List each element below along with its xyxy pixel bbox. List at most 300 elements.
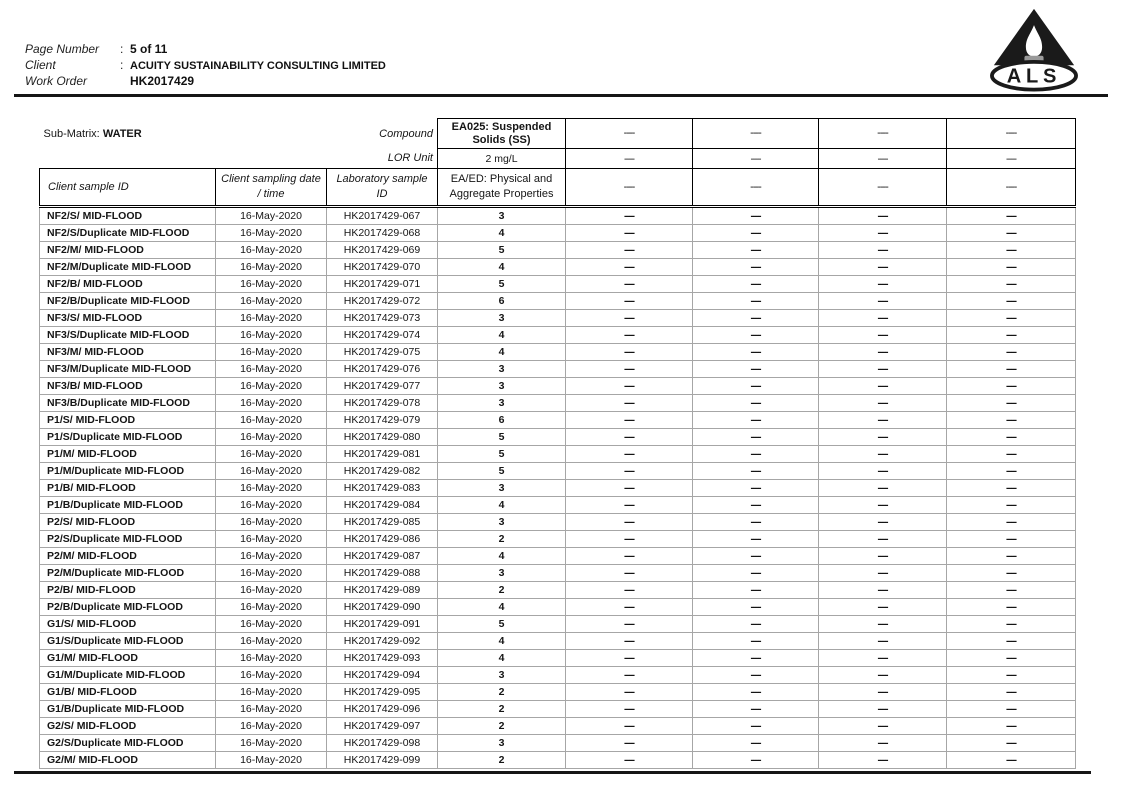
table-row [40,412,1076,429]
empty-result-cell: ---- [947,310,1076,327]
table-row [40,207,1076,225]
empty-result-cell: ---- [819,684,947,701]
lab-sample-id-cell: HK2017429-098 [327,735,438,752]
sample-id-cell: G1/B/Duplicate MID-FLOOD [40,701,216,718]
empty-result-cell: ---- [819,293,947,310]
sampling-date-cell: 16-May-2020 [216,344,327,361]
table-row [40,650,1076,667]
empty-result-cell: ---- [693,207,819,225]
method-empty-cell: ---- [566,169,693,207]
lab-sample-id-cell: HK2017429-091 [327,616,438,633]
empty-result-cell: ---- [819,412,947,429]
result-value-cell: 5 [438,242,566,259]
table-row [40,378,1076,395]
empty-result-cell: ---- [693,548,819,565]
result-value-cell: 5 [438,429,566,446]
table-row [40,293,1076,310]
sample-id-cell: NF2/S/ MID-FLOOD [40,207,216,225]
sampling-date-cell: 16-May-2020 [216,327,327,344]
sample-id-cell: P2/M/Duplicate MID-FLOOD [40,565,216,582]
empty-result-cell: ---- [566,429,693,446]
table-row [40,718,1076,735]
table-row [40,531,1076,548]
empty-result-cell: ---- [947,480,1076,497]
lor-unit-value-cell: 2 mg/L [438,149,566,169]
empty-result-cell: ---- [819,276,947,293]
sampling-date-cell: 16-May-2020 [216,514,327,531]
result-value-cell: 3 [438,378,566,395]
empty-result-cell: ---- [947,735,1076,752]
empty-result-cell: ---- [693,463,819,480]
lor-unit-empty-cell: ---- [566,149,693,169]
sample-id-cell: P2/M/ MID-FLOOD [40,548,216,565]
table-row [40,565,1076,582]
lab-sample-id-cell: HK2017429-067 [327,207,438,225]
empty-result-cell: ---- [819,701,947,718]
page-number-value: 5 of 11 [130,42,168,56]
result-value-cell: 6 [438,293,566,310]
empty-result-cell: ---- [819,531,947,548]
sample-id-cell: NF2/M/Duplicate MID-FLOOD [40,259,216,276]
table-row [40,667,1076,684]
sampling-date-cell: 16-May-2020 [216,752,327,769]
empty-result-cell: ---- [566,514,693,531]
sampling-date-cell: 16-May-2020 [216,293,327,310]
empty-result-cell: ---- [693,531,819,548]
empty-result-cell: ---- [819,752,947,769]
empty-result-cell: ---- [566,684,693,701]
empty-result-cell: ---- [693,344,819,361]
table-row [40,276,1076,293]
empty-result-cell: ---- [566,463,693,480]
method-empty-cell: ---- [819,169,947,207]
result-value-cell: 3 [438,565,566,582]
sample-id-cell: NF3/S/Duplicate MID-FLOOD [40,327,216,344]
lab-sample-id-cell: HK2017429-090 [327,599,438,616]
compound-row-label: Compound [379,127,433,140]
empty-result-cell: ---- [947,531,1076,548]
sample-id-cell: P1/S/Duplicate MID-FLOOD [40,429,216,446]
empty-result-cell: ---- [566,735,693,752]
lab-sample-id-cell: HK2017429-070 [327,259,438,276]
empty-result-cell: ---- [819,361,947,378]
table-row [40,259,1076,276]
empty-result-cell: ---- [819,310,947,327]
table-row [40,463,1076,480]
result-value-cell: 3 [438,361,566,378]
empty-result-cell: ---- [947,582,1076,599]
sampling-date-cell: 16-May-2020 [216,361,327,378]
sampling-date-cell: 16-May-2020 [216,565,327,582]
empty-result-cell: ---- [566,344,693,361]
result-value-cell: 2 [438,701,566,718]
empty-result-cell: ---- [566,395,693,412]
lab-sample-id-cell: HK2017429-092 [327,633,438,650]
sampling-date-cell: 16-May-2020 [216,548,327,565]
empty-result-cell: ---- [819,259,947,276]
result-value-cell: 4 [438,599,566,616]
result-value-cell: 3 [438,395,566,412]
lab-sample-id-cell: HK2017429-085 [327,514,438,531]
sample-id-cell: P2/B/ MID-FLOOD [40,582,216,599]
empty-result-cell: ---- [819,582,947,599]
empty-result-cell: ---- [566,293,693,310]
empty-result-cell: ---- [566,599,693,616]
empty-result-cell: ---- [693,480,819,497]
empty-result-cell: ---- [566,650,693,667]
table-row [40,701,1076,718]
empty-result-cell: ---- [693,242,819,259]
sample-id-cell: NF2/B/ MID-FLOOD [40,276,216,293]
result-value-cell: 5 [438,446,566,463]
lab-sample-id-cell: HK2017429-093 [327,650,438,667]
empty-result-cell: ---- [819,497,947,514]
client-label: Client [25,58,56,72]
sampling-date-cell: 16-May-2020 [216,395,327,412]
method-empty-cell: ---- [693,169,819,207]
empty-result-cell: ---- [819,344,947,361]
lab-sample-id-cell: HK2017429-099 [327,752,438,769]
table-row [40,480,1076,497]
empty-result-cell: ---- [947,327,1076,344]
empty-result-cell: ---- [566,446,693,463]
empty-result-cell: ---- [819,327,947,344]
empty-result-cell: ---- [566,701,693,718]
result-value-cell: 2 [438,752,566,769]
empty-result-cell: ---- [819,565,947,582]
result-value-cell: 4 [438,259,566,276]
sample-id-cell: P1/B/ MID-FLOOD [40,480,216,497]
empty-result-cell: ---- [693,497,819,514]
sampling-date-cell: 16-May-2020 [216,463,327,480]
sample-id-cell: NF3/B/Duplicate MID-FLOOD [40,395,216,412]
empty-result-cell: ---- [819,616,947,633]
table-bottom-rule [14,771,1091,774]
empty-result-cell: ---- [947,395,1076,412]
compound-empty-cell: ---- [693,119,819,149]
table-row [40,361,1076,378]
result-value-cell: 5 [438,463,566,480]
empty-result-cell: ---- [693,565,819,582]
result-value-cell: 2 [438,531,566,548]
empty-result-cell: ---- [947,565,1076,582]
empty-result-cell: ---- [566,565,693,582]
table-row [40,633,1076,650]
empty-result-cell: ---- [947,446,1076,463]
empty-result-cell: ---- [693,735,819,752]
compound-empty-cell: ---- [819,119,947,149]
empty-result-cell: ---- [566,327,693,344]
empty-result-cell: ---- [693,310,819,327]
lab-sample-id-cell: HK2017429-088 [327,565,438,582]
table-row [40,514,1076,531]
compound-empty-cell: ---- [566,119,693,149]
empty-result-cell: ---- [947,718,1076,735]
empty-result-cell: ---- [819,378,947,395]
table-row [40,429,1076,446]
sampling-date-cell: 16-May-2020 [216,276,327,293]
result-value-cell: 3 [438,667,566,684]
empty-result-cell: ---- [819,225,947,242]
sampling-date-cell: 16-May-2020 [216,446,327,463]
lab-sample-id-cell: HK2017429-080 [327,429,438,446]
empty-result-cell: ---- [819,446,947,463]
empty-result-cell: ---- [819,207,947,225]
page-number-field [25,42,167,56]
col-header-lab-sample-id: Laboratory sample ID [327,169,438,207]
sampling-date-cell: 16-May-2020 [216,480,327,497]
empty-result-cell: ---- [819,429,947,446]
empty-result-cell: ---- [947,548,1076,565]
empty-result-cell: ---- [819,667,947,684]
lab-sample-id-cell: HK2017429-075 [327,344,438,361]
empty-result-cell: ---- [693,701,819,718]
colon: : [120,58,124,72]
sampling-date-cell: 16-May-2020 [216,497,327,514]
empty-result-cell: ---- [693,667,819,684]
sampling-date-cell: 16-May-2020 [216,616,327,633]
column-header-row [40,169,1076,207]
empty-result-cell: ---- [693,259,819,276]
empty-result-cell: ---- [566,361,693,378]
sample-id-cell: G2/M/ MID-FLOOD [40,752,216,769]
empty-result-cell: ---- [566,616,693,633]
empty-result-cell: ---- [693,225,819,242]
method-empty-cell: ---- [947,169,1076,207]
sampling-date-cell: 16-May-2020 [216,429,327,446]
table-row [40,395,1076,412]
result-value-cell: 3 [438,735,566,752]
sample-id-cell: P2/B/Duplicate MID-FLOOD [40,599,216,616]
empty-result-cell: ---- [566,667,693,684]
sample-id-cell: NF3/M/ MID-FLOOD [40,344,216,361]
lab-sample-id-cell: HK2017429-074 [327,327,438,344]
lor-unit-empty-cell: ---- [947,149,1076,169]
empty-result-cell: ---- [819,514,947,531]
lab-sample-id-cell: HK2017429-089 [327,582,438,599]
empty-result-cell: ---- [693,412,819,429]
empty-result-cell: ---- [693,327,819,344]
empty-result-cell: ---- [819,650,947,667]
lab-sample-id-cell: HK2017429-094 [327,667,438,684]
lab-sample-id-cell: HK2017429-081 [327,446,438,463]
lab-sample-id-cell: HK2017429-082 [327,463,438,480]
sample-id-cell: G1/M/Duplicate MID-FLOOD [40,667,216,684]
sampling-date-cell: 16-May-2020 [216,701,327,718]
als-logo-icon [986,6,1082,92]
sample-id-cell: NF3/M/Duplicate MID-FLOOD [40,361,216,378]
empty-result-cell: ---- [819,633,947,650]
empty-result-cell: ---- [693,293,819,310]
sampling-date-cell: 16-May-2020 [216,531,327,548]
lab-sample-id-cell: HK2017429-097 [327,718,438,735]
lor-unit-label: LOR Unit [40,149,438,169]
sample-id-cell: G2/S/Duplicate MID-FLOOD [40,735,216,752]
empty-result-cell: ---- [947,463,1076,480]
empty-result-cell: ---- [566,207,693,225]
sampling-date-cell: 16-May-2020 [216,599,327,616]
lor-unit-empty-cell: ---- [819,149,947,169]
empty-result-cell: ---- [693,752,819,769]
result-value-cell: 4 [438,548,566,565]
sampling-date-cell: 16-May-2020 [216,259,327,276]
compound-header-row [40,119,1076,149]
empty-result-cell: ---- [819,242,947,259]
empty-result-cell: ---- [947,412,1076,429]
lor-unit-empty-cell: ---- [693,149,819,169]
work-order-value: HK2017429 [130,74,195,88]
empty-result-cell: ---- [947,633,1076,650]
sampling-date-cell: 16-May-2020 [216,684,327,701]
page-number-label: Page Number [25,42,100,56]
table-row [40,582,1076,599]
sub-matrix: Sub-Matrix: WATER [43,127,142,140]
result-value-cell: 4 [438,344,566,361]
empty-result-cell: ---- [566,752,693,769]
lab-sample-id-cell: HK2017429-079 [327,412,438,429]
col-header-client-sample-id: Client sample ID [40,169,216,207]
result-value-cell: 4 [438,225,566,242]
table-row [40,225,1076,242]
sampling-date-cell: 16-May-2020 [216,650,327,667]
sample-id-cell: NF3/S/ MID-FLOOD [40,310,216,327]
result-value-cell: 5 [438,276,566,293]
empty-result-cell: ---- [693,276,819,293]
table-row [40,684,1076,701]
als-logo [986,6,1082,92]
result-value-cell: 2 [438,718,566,735]
empty-result-cell: ---- [819,463,947,480]
table-row [40,344,1076,361]
result-value-cell: 4 [438,650,566,667]
table-row [40,310,1076,327]
empty-result-cell: ---- [693,684,819,701]
empty-result-cell: ---- [819,599,947,616]
method-group-cell: EA/ED: Physical and Aggregate Properties [438,169,566,207]
result-value-cell: 4 [438,633,566,650]
empty-result-cell: ---- [693,718,819,735]
sample-id-cell: G1/S/ MID-FLOOD [40,616,216,633]
table-row [40,616,1076,633]
empty-result-cell: ---- [819,395,947,412]
result-value-cell: 3 [438,514,566,531]
empty-result-cell: ---- [819,480,947,497]
lab-sample-id-cell: HK2017429-071 [327,276,438,293]
empty-result-cell: ---- [566,497,693,514]
result-value-cell: 4 [438,497,566,514]
empty-result-cell: ---- [947,650,1076,667]
sampling-date-cell: 16-May-2020 [216,718,327,735]
empty-result-cell: ---- [566,582,693,599]
lab-sample-id-cell: HK2017429-086 [327,531,438,548]
result-value-cell: 6 [438,412,566,429]
empty-result-cell: ---- [947,752,1076,769]
empty-result-cell: ---- [566,412,693,429]
empty-result-cell: ---- [566,531,693,548]
work-order-label: Work Order [25,74,88,88]
sample-id-cell: P2/S/ MID-FLOOD [40,514,216,531]
lab-sample-id-cell: HK2017429-077 [327,378,438,395]
sample-id-cell: NF2/M/ MID-FLOOD [40,242,216,259]
header-divider-rule [14,94,1108,97]
sample-id-cell: G1/M/ MID-FLOOD [40,650,216,667]
table-row [40,242,1076,259]
results-table [39,118,1076,769]
sample-id-cell: G2/S/ MID-FLOOD [40,718,216,735]
sample-id-cell: P1/S/ MID-FLOOD [40,412,216,429]
empty-result-cell: ---- [947,429,1076,446]
compound-name-cell: EA025: Suspended Solids (SS) [438,119,566,149]
sample-id-cell: P2/S/Duplicate MID-FLOOD [40,531,216,548]
empty-result-cell: ---- [947,276,1076,293]
sample-id-cell: P1/M/ MID-FLOOD [40,446,216,463]
lab-sample-id-cell: HK2017429-072 [327,293,438,310]
sample-id-cell: G1/S/Duplicate MID-FLOOD [40,633,216,650]
empty-result-cell: ---- [566,242,693,259]
empty-result-cell: ---- [947,378,1076,395]
result-value-cell: 2 [438,582,566,599]
empty-result-cell: ---- [566,548,693,565]
empty-result-cell: ---- [693,429,819,446]
table-row [40,599,1076,616]
sampling-date-cell: 16-May-2020 [216,310,327,327]
empty-result-cell: ---- [947,225,1076,242]
result-value-cell: 3 [438,480,566,497]
lab-sample-id-cell: HK2017429-068 [327,225,438,242]
empty-result-cell: ---- [947,242,1076,259]
empty-result-cell: ---- [566,480,693,497]
sampling-date-cell: 16-May-2020 [216,667,327,684]
result-value-cell: 5 [438,616,566,633]
sampling-date-cell: 16-May-2020 [216,582,327,599]
lab-sample-id-cell: HK2017429-076 [327,361,438,378]
table-row [40,446,1076,463]
sub-matrix-value: WATER [102,127,142,140]
lab-sample-id-cell: HK2017429-073 [327,310,438,327]
empty-result-cell: ---- [947,361,1076,378]
empty-result-cell: ---- [947,497,1076,514]
empty-result-cell: ---- [693,446,819,463]
table-row [40,752,1076,769]
client-field [25,58,386,72]
empty-result-cell: ---- [566,276,693,293]
client-value: ACUITY SUSTAINABILITY CONSULTING LIMITED [130,60,386,72]
result-value-cell: 2 [438,684,566,701]
empty-result-cell: ---- [947,514,1076,531]
sampling-date-cell: 16-May-2020 [216,242,327,259]
empty-result-cell: ---- [947,344,1076,361]
sample-id-cell: NF3/B/ MID-FLOOD [40,378,216,395]
empty-result-cell: ---- [566,718,693,735]
sampling-date-cell: 16-May-2020 [216,378,327,395]
lab-sample-id-cell: HK2017429-069 [327,242,438,259]
empty-result-cell: ---- [947,701,1076,718]
table-row [40,735,1076,752]
sampling-date-cell: 16-May-2020 [216,225,327,242]
sampling-date-cell: 16-May-2020 [216,412,327,429]
svg-text:ALS: ALS [1006,65,1062,88]
work-order-field [25,74,194,88]
empty-result-cell: ---- [566,310,693,327]
lab-sample-id-cell: HK2017429-078 [327,395,438,412]
result-value-cell: 3 [438,310,566,327]
empty-result-cell: ---- [566,225,693,242]
table-row [40,327,1076,344]
sample-id-cell: NF2/S/Duplicate MID-FLOOD [40,225,216,242]
table-row [40,497,1076,514]
colon: : [120,42,124,56]
empty-result-cell: ---- [819,548,947,565]
